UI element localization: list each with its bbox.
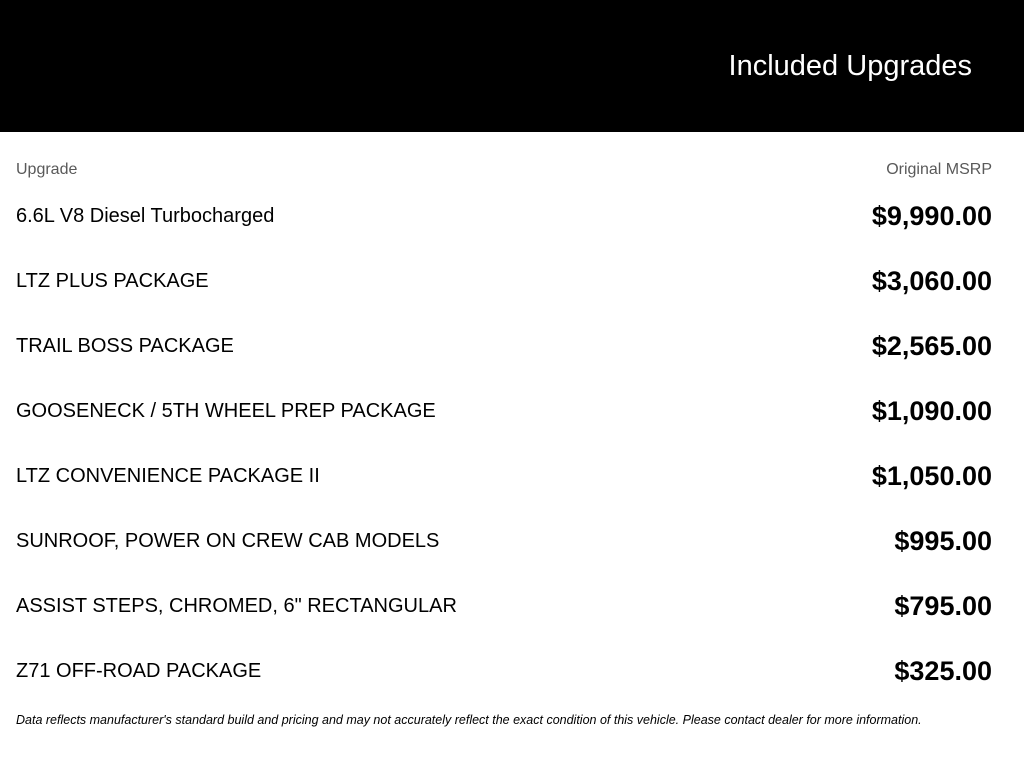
upgrade-name: LTZ PLUS PACKAGE [16,270,209,292]
upgrade-price: $2,565.00 [871,331,992,361]
upgrades-table [16,158,992,713]
disclaimer-text: Data reflects manufacturer's standard build and pricing and may not accurately reflect the exact condition of this vehicle. Please contact dealer for more information. [16,713,922,727]
upgrade-name: GOOSENECK / 5TH WHEEL PREP PACKAGE [16,400,436,422]
upgrade-name: SUNROOF, POWER ON CREW CAB MODELS [16,530,440,552]
table-row [16,453,992,518]
upgrade-price: $995.00 [894,526,992,556]
upgrade-price: $9,990.00 [871,201,992,231]
upgrade-name: TRAIL BOSS PACKAGE [16,335,234,357]
upgrade-price: $3,060.00 [871,266,992,296]
table-row [16,258,992,323]
upgrade-price: $1,050.00 [871,461,992,491]
table-header [16,158,992,182]
table-row [16,193,992,258]
table-row [16,518,992,583]
upgrade-name: 6.6L V8 Diesel Turbocharged [16,205,275,227]
upgrade-name: LTZ CONVENIENCE PACKAGE II [16,465,320,487]
table-body [16,193,992,713]
table-row [16,323,992,388]
column-header-upgrade: Upgrade [16,161,78,178]
header-bar [0,0,1024,132]
page-title: Included Upgrades [728,50,972,82]
table-row [16,583,992,648]
upgrade-price: $795.00 [894,591,992,621]
table-row [16,648,992,713]
upgrade-name: ASSIST STEPS, CHROMED, 6" RECTANGULAR [16,595,457,617]
column-header-msrp: Original MSRP [886,161,992,178]
upgrade-price: $325.00 [894,656,992,686]
upgrade-price: $1,090.00 [871,396,992,426]
upgrade-name: Z71 OFF-ROAD PACKAGE [16,660,262,682]
table-row [16,388,992,453]
